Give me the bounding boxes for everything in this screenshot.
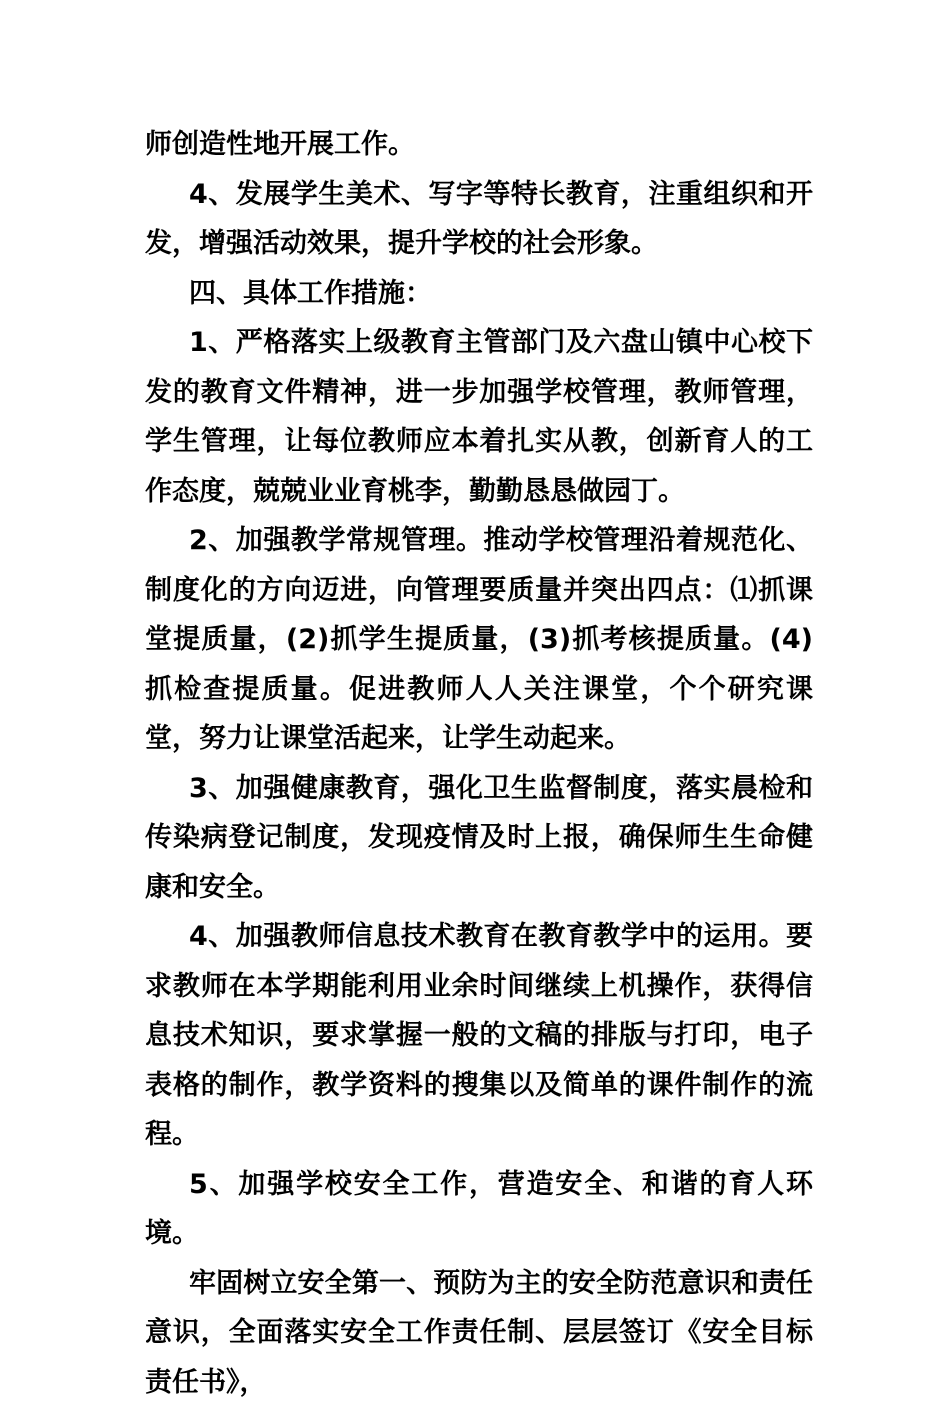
paragraph-measure-5: 5、加强学校安全工作，营造安全、和谐的育人环境。 [145, 1160, 813, 1259]
paragraph-safety: 牢固树立安全第一、预防为主的安全防范意识和责任意识，全面落实安全工作责任制、层层签订《安全目标责任书》， [145, 1259, 813, 1407]
section-heading-measures: 四、具体工作措施： [145, 269, 813, 319]
paragraph-measure-4: 4、加强教师信息技术教育在教育教学中的运用。要求教师在本学期能利用业余时间继续上机操作，获得信息技术知识，要求掌握一般的文稿的排版与打印，电子表格的制作，教学资料的搜集以及简单的课件制作的流程。 [145, 912, 813, 1160]
paragraph-measure-1: 1、严格落实上级教育主管部门及六盘山镇中心校下发的教育文件精神，进一步加强学校管理，教师管理，学生管理，让每位教师应本着扎实从教，创新育人的工作态度，兢兢业业育桃李，勤勤恳恳做园丁。 [145, 318, 813, 516]
document-body [145, 120, 813, 1407]
paragraph-measure-2: 2、加强教学常规管理。推动学校管理沿着规范化、制度化的方向迈进，向管理要质量并突出四点：⑴抓课堂提质量，(2)抓学生提质量，(3)抓考核提质量。(4)抓检查提质量。促进教师人人关注课堂，个个研究课堂，努力让课堂活起来，让学生动起来。 [145, 516, 813, 764]
paragraph-continuation: 师创造性地开展工作。 [145, 120, 813, 170]
paragraph-measure-3: 3、加强健康教育，强化卫生监督制度，落实晨检和传染病登记制度，发现疫情及时上报，确保师生生命健康和安全。 [145, 764, 813, 913]
paragraph-item-4-specialty: 4、发展学生美术、写字等特长教育，注重组织和开发，增强活动效果，提升学校的社会形象。 [145, 170, 813, 269]
